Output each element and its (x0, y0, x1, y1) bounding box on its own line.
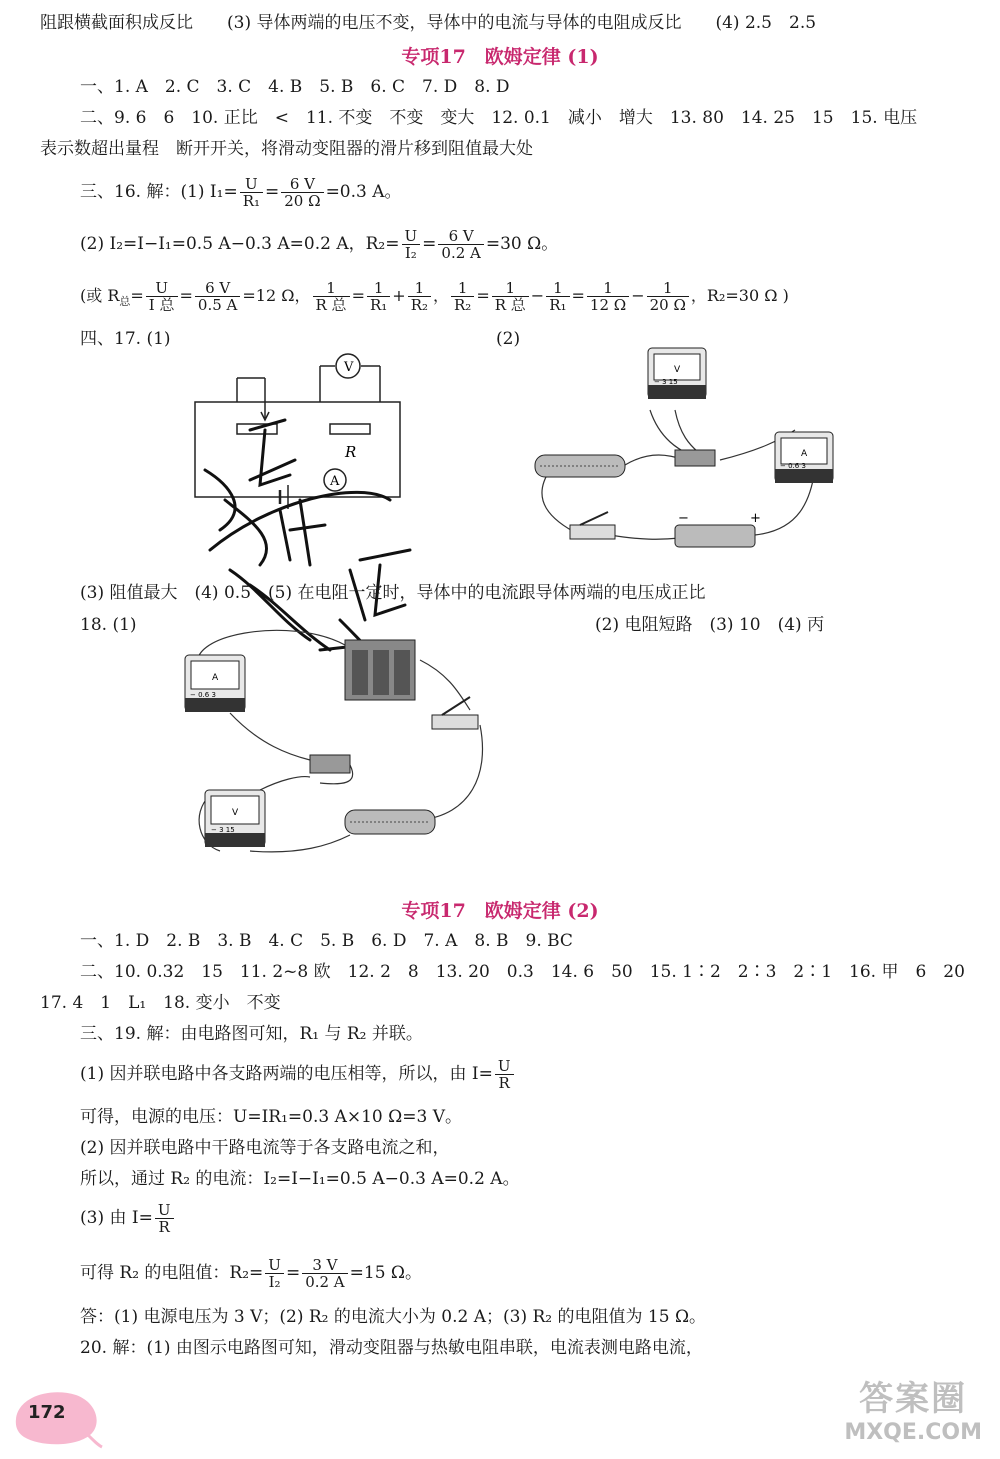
q19-part2: (2) 因并联电路中干路电流等于各支路电流之和， (80, 1138, 450, 1158)
battery-device (675, 511, 761, 547)
voltmeter-device (648, 348, 706, 399)
svg-text:A: A (801, 449, 808, 459)
svg-text:V: V (232, 808, 239, 818)
q19-intro: 三、19. 解：由电路图可知，R₁ 与 R₂ 并联。 (80, 1024, 423, 1044)
page-number: 172 (28, 1402, 66, 1423)
q17-label-1: 四、17. (1) (80, 329, 171, 349)
fill-answers-2a: 二、10. 0.32 15 11. 2~8 欧 12. 2 8 13. 20 0.3 14. 6 50 15. 1∶2 2∶3 2∶1 16. 甲 6 20 (80, 962, 965, 982)
ammeter-device (775, 432, 833, 483)
q19-answer: 答：(1) 电源电压为 3 V；(2) R₂ 的电流大小为 0.2 A；(3) R₂ 的电阻值为 15 Ω。 (80, 1307, 707, 1327)
svg-text:− 0.6 3: − 0.6 3 (190, 691, 216, 699)
q17-label-2: (2) (496, 329, 521, 349)
q17-part3: (3) 阻值最大 (4) 0.5 (5) 在电阻一定时，导体中的电流跟导体两端的电压成正比 (80, 583, 706, 603)
q20-intro: 20. 解：(1) 由图示电路图可知，滑动变阻器与热敏电阻串联，电流表测电路电流， (80, 1338, 703, 1358)
switch-device (570, 512, 615, 539)
q16-part1: 三、16. 解：(1) I₁= $\frac{U}{\text{R₁}}$ = $\frac{6 V}{20 \Omega}$ =0.3 A。 (80, 175, 402, 210)
section-title-2: 专项17 欧姆定律 (2) (401, 900, 599, 922)
fill-answers-1a: 二、9. 6 6 10. 正比 < 11. 不变 不变 变大 12. 0.1 减小 增大 13. 80 14. 25 15 15. 电压 (80, 108, 918, 128)
top-text-line: 阻跟横截面积成反比 (3) 导体两端的电压不变，导体中的电流与导体的电阻成反比 (4) 2.5 2.5 (40, 13, 817, 33)
site-logo-watermark (844, 1371, 982, 1445)
physical-circuit-18 (170, 615, 490, 865)
svg-text:V: V (674, 365, 681, 375)
physical-circuit-2 (530, 340, 840, 555)
voltmeter-symbol-label: V (344, 360, 354, 375)
svg-text:− 0.6 3: − 0.6 3 (780, 462, 806, 470)
choice-answers-1: 一、1. A 2. C 3. C 4. B 5. B 6. C 7. D 8. D (80, 77, 510, 97)
resistor-label: R (345, 443, 357, 461)
q19-part2b: 所以，通过 R₂ 的电流：I₂=I−I₁=0.5 A−0.3 A=0.2 A。 (80, 1169, 520, 1189)
q16-alternative: (或 $R_总=$ $\frac{U}{\text{I 总}}$ = $\frac{6 V}{0.5 A}$ =12 Ω， $\frac{1}{\text{R 总}}$ = $\frac{1}{\text{R₁}}$ + $\frac{1}{\text{R₂}}$ ， $\frac{1}{\text{R₂}}$ = $\frac{1}{\text{R 总}}$ − $\frac{1}{\text{R₁}}$ = $\frac{1}{12 \Omega}$ − $\frac{1}{20 \Omega}$ ，R₂=30 Ω ) (80, 279, 789, 314)
switch-device-18 (432, 697, 478, 729)
q18-answers: (2) 电阻短路 (3) 10 (4) 丙 (595, 615, 825, 635)
q19-part3b: 可得 R₂ 的电阻值：R₂= $\frac{U}{\text{I₂}}$ = $\frac{3 V}{0.2 A}$ =15 Ω。 (80, 1256, 423, 1291)
svg-text:A: A (212, 673, 219, 683)
fill-answers-2b: 17. 4 1 L₁ 18. 变小 不变 (40, 993, 281, 1013)
resistor-device (675, 450, 715, 466)
ammeter-symbol-label: A (330, 474, 340, 489)
q19-part1: (1) 因并联电路中各支路两端的电压相等，所以，由 I= $\frac{U}{R}$ (80, 1054, 516, 1094)
ammeter-device-18 (185, 655, 245, 712)
svg-text:− 3 15: − 3 15 (211, 826, 235, 834)
voltmeter-device-18 (205, 790, 265, 847)
fill-answers-1b: 表示数超出量程 断开开关，将滑动变阻器的滑片移到阻值最大处 (40, 139, 533, 159)
choice-answers-2: 一、1. D 2. B 3. B 4. C 5. B 6. D 7. A 8. B 9. BC (80, 931, 573, 951)
section-title-1: 专项17 欧姆定律 (1) (401, 46, 599, 68)
rheostat-device (535, 455, 625, 477)
q16-part2: (2) I₂=I−I₁=0.5 A−0.3 A=0.2 A，R₂= $\frac{U}{\text{I₂}}$ = $\frac{6 V}{0.2 A}$ =30 Ω。 (80, 227, 559, 262)
logo-url: MXQE.COM (844, 1420, 982, 1445)
svg-text:+: + (750, 511, 761, 526)
q19-part3: (3) 由 I= $\frac{U}{R}$ (80, 1198, 176, 1238)
logo-text: 答案圈 (859, 1379, 968, 1419)
rheostat-device-18 (345, 810, 435, 834)
svg-text:−: − (678, 511, 689, 526)
q19-part1b: 可得，电源的电压：U=IR₁=0.3 A×10 Ω=3 V。 (80, 1107, 462, 1127)
q18-label: 18. (1) (80, 615, 137, 635)
svg-text:− 3 15: − 3 15 (654, 378, 678, 386)
battery-box-device (345, 640, 415, 700)
resistor-device-18 (310, 755, 350, 773)
